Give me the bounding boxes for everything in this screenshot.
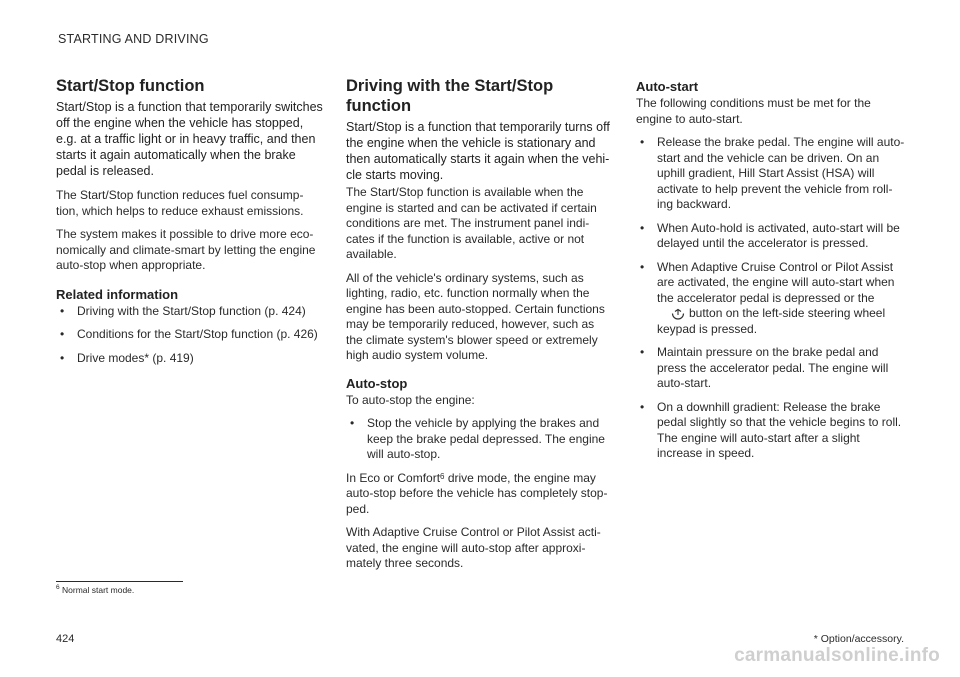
column-driving-with-start-stop [346, 76, 614, 580]
steering-wheel-button-icon [671, 307, 685, 321]
eco-driving-paragraph: The system makes it possible to drive more eco-nomically and climate-smart by letting the engine auto-stop when appropriate. [56, 227, 316, 272]
auto-stop-list [346, 416, 614, 463]
option-accessory-note: * Option/accessory. [813, 633, 904, 645]
column-start-stop-function [56, 76, 324, 374]
driving-with-start-stop-title: Driving with the Start/Stop function [346, 77, 554, 115]
start-stop-intro: Start/Stop is a function that temporarily switches off the engine when the vehicle has stopped, e.g. at a traffic light or in heavy traffic, and then starts it again automatically when the brake pedal is released. [56, 100, 323, 178]
list-item: • Maintain pressure on the brake pedal and press the accelerator pedal. The engine will auto-start. [636, 345, 906, 392]
driving-start-stop-intro: Start/Stop is a function that temporarily turns off the engine when the vehicle is stationary and then automatically starts it again when the vehi-cle starts moving. [346, 120, 610, 182]
auto-stop-intro: To auto-stop the engine: [346, 392, 475, 407]
availability-paragraph: The Start/Stop function is available when the engine is started and can be activated if certain conditions are met. The instrument panel indi-cates if the function is available, active or not available. [346, 185, 597, 261]
auto-start-heading: Auto-start [636, 79, 699, 94]
column-auto-start [636, 76, 906, 470]
watermark: carmanualsonline.info [734, 645, 940, 666]
list-item: • Release the brake pedal. The engine will auto-start and the vehicle can be driven. On an uphill gradient, Hill Start Assist (HSA) will activate to help prevent the vehicle from roll-ing backward. [636, 135, 906, 213]
related-link-conditions-start-stop[interactable]: • Conditions for the Start/Stop function (p. 426) [56, 327, 324, 343]
related-information-heading: Related information [56, 286, 179, 302]
footnote-divider [56, 581, 183, 582]
auto-stop-heading: Auto-stop [346, 375, 408, 391]
eco-comfort-paragraph: In Eco or Comfort$^6$ drive mode, the engine may auto-stop before the vehicle has completely stop-ped. [346, 470, 608, 516]
auto-stop-item: • Stop the vehicle by applying the brakes and keep the brake pedal depressed. The engine will auto-stop. [346, 416, 614, 463]
list-item: • When Auto-hold is activated, auto-start will be delayed until the accelerator is pressed. [636, 221, 906, 252]
related-link-drive-modes[interactable]: • Drive modes* (p. 419) [56, 351, 324, 367]
page-number: 424 [56, 633, 75, 645]
related-link-driving-start-stop[interactable]: • Driving with the Start/Stop function (p. 424) [56, 304, 324, 320]
start-stop-function-title: Start/Stop function [56, 77, 205, 95]
list-item: • When Adaptive Cruise Control or Pilot Assist are activated, the engine will auto-start when the accelerator pedal is depressed or the button on the left-side steering wheel keypad is pressed. [636, 260, 906, 338]
footnote: $^6$ Normal start mode. [56, 584, 135, 595]
auto-start-list [636, 135, 906, 462]
footnote-ref[interactable]: 6 [440, 471, 445, 481]
acc-pilot-assist-paragraph: With Adaptive Cruise Control or Pilot Assist acti-vated, the engine will auto-stop after approxi-mately three seconds. [346, 525, 601, 570]
auto-start-intro: The following conditions must be met for the engine to auto-start. [636, 96, 871, 126]
related-information-list [56, 304, 324, 367]
section-header: STARTING AND DRIVING [58, 32, 209, 46]
list-item: • On a downhill gradient: Release the brake pedal slightly so that the vehicle begins to roll. The engine will auto-start after a slight increase in speed. [636, 400, 906, 462]
fuel-consumption-paragraph: The Start/Stop function reduces fuel consump-tion, which helps to reduce exhaust emissions. [56, 188, 304, 218]
ordinary-systems-paragraph: All of the vehicle's ordinary systems, such as lighting, radio, etc. function normally when the engine has been auto-stopped. Certain functions may be temporarily reduced, however, such as the climate system's blower speed or extremely high audio system volume. [346, 270, 605, 362]
